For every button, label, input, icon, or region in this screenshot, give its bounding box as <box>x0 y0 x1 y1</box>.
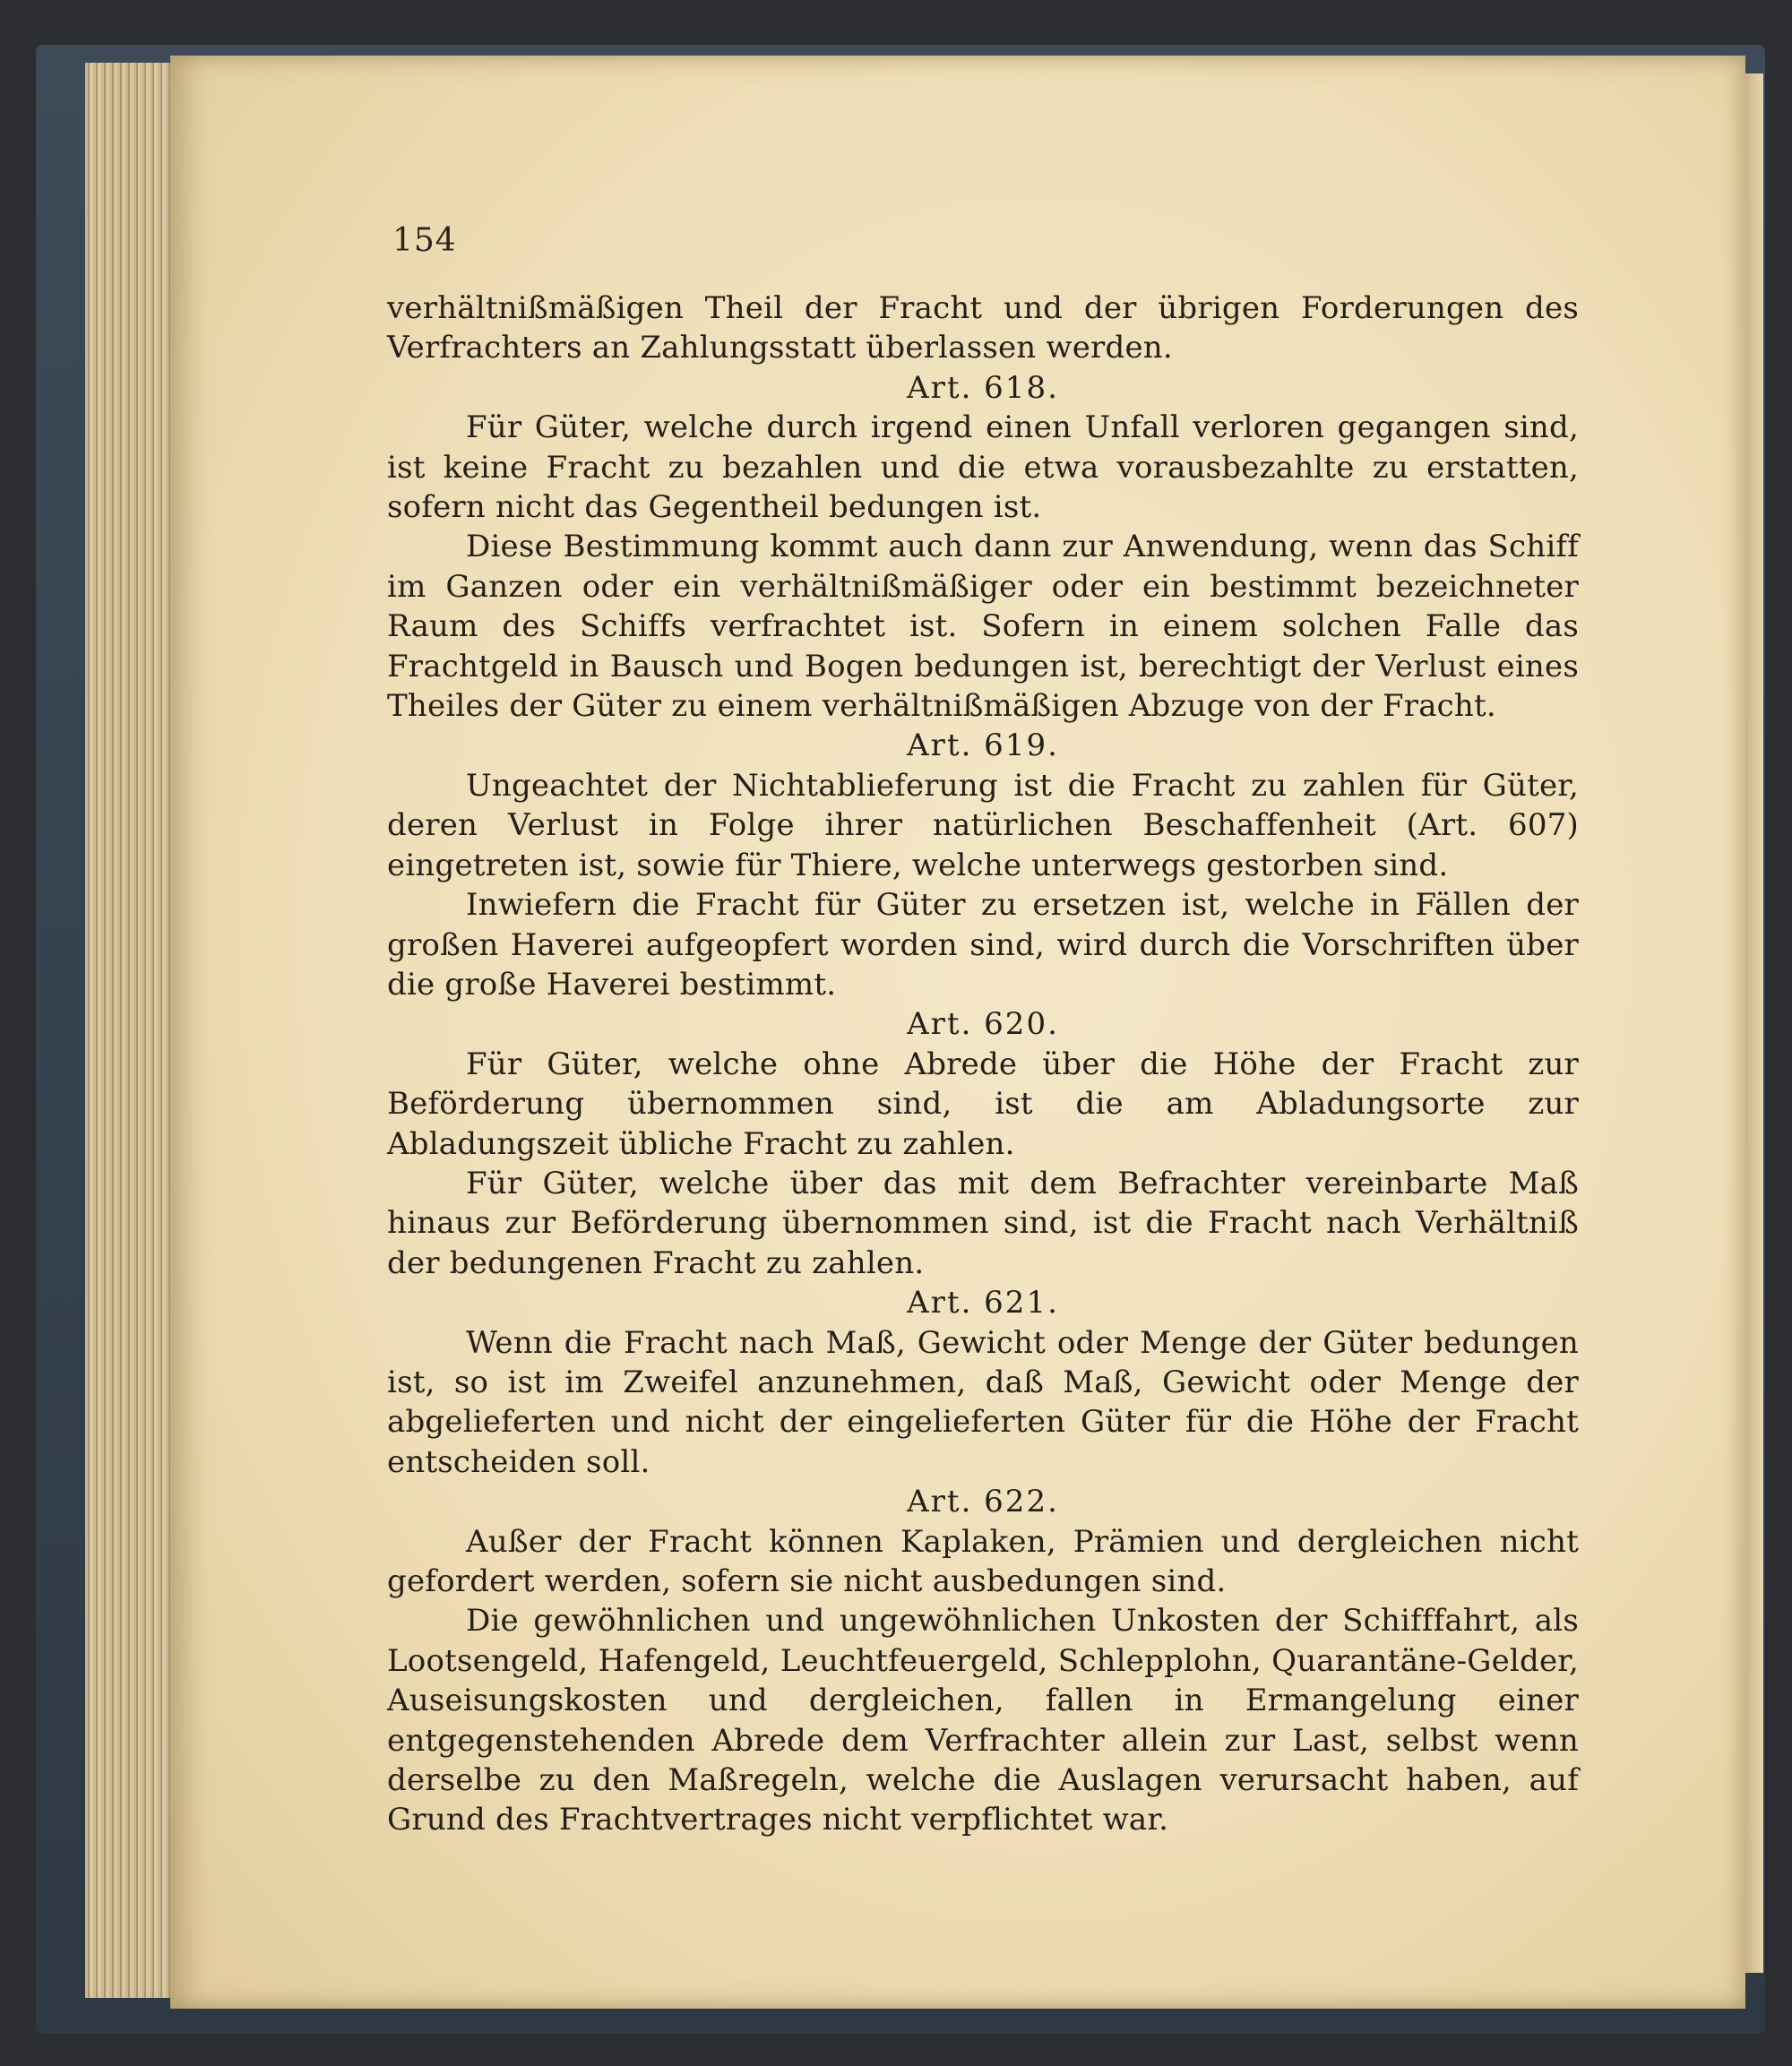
page-edges <box>85 63 184 1998</box>
paragraph: Ungeachtet der Nichtablieferung ist die Fracht zu zahlen für Güter, deren Verlust in Folge ihrer natürlichen Beschaffenheit (Art. 607) eingetreten ist, sowie für Thiere, welche unterwegs gestorben sind. <box>387 767 1579 883</box>
page-body <box>387 288 1579 1840</box>
article-heading-621: Art. 621. <box>907 1285 1059 1321</box>
article-heading-618: Art. 618. <box>907 369 1059 406</box>
paragraph: Für Güter, welche durch irgend einen Unfall verloren gegangen sind, ist keine Fracht zu bezahlen und die etwa vorausbezahlte zu erstatten, sofern nicht das Gegentheil bedungen ist. <box>387 409 1579 526</box>
paragraph-continued: verhältnißmäßigen Theil der Fracht und der übrigen Forderungen des Verfrachters an Zahlungsstatt überlassen werden. <box>387 290 1579 366</box>
paragraph: Die gewöhnlichen und ungewöhnlichen Unkosten der Schifffahrt, als Lootsengeld, Hafengeld, Leuchtfeuergeld, Schlepplohn, Quarantäne-Gelder, Auseisungskosten und dergleichen, fallen in Ermangelung einer entgegenstehenden Abrede dem Verfrachter allein zur Last, selbst wenn derselbe zu den Maßregeln, welche die Auslagen verursacht haben, auf Grund des Frachtvertrages nicht verpflichtet war. <box>387 1603 1579 1838</box>
paragraph: Wenn die Fracht nach Maß, Gewicht oder Menge der Güter bedungen ist, so ist im Zweifel anzunehmen, daß Maß, Gewicht oder Menge der abgelieferten und nicht der eingelieferten Güter für die Höhe der Fracht entscheiden soll. <box>387 1324 1579 1480</box>
paragraph: Für Güter, welche ohne Abrede über die Höhe der Fracht zur Beförderung übernommen sind, ist die am Abladungsorte zur Abladungszeit übliche Fracht zu zahlen. <box>387 1046 1579 1162</box>
paragraph: Diese Bestimmung kommt auch dann zur Anwendung, wenn das Schiff im Ganzen oder ein verhältnißmäßiger oder ein bestimmt bezeichneter Raum des Schiffs verfrachtet ist. Sofern in einem solchen Falle das Frachtgeld in Bausch und Bogen bedungen ist, berechtigt der Verlust eines Theiles der Güter zu einem verhältnißmäßigen Abzuge von der Fracht. <box>387 529 1579 725</box>
paragraph: Inwiefern die Fracht für Güter zu ersetzen ist, welche in Fällen der großen Haverei aufgeopfert worden sind, wird durch die Vorschriften über die große Haverei bestimmt. <box>387 887 1579 1003</box>
article-heading-622: Art. 622. <box>907 1484 1059 1520</box>
page-number: 154 <box>392 222 457 259</box>
article-heading-619: Art. 619. <box>907 727 1059 764</box>
facing-page-edge <box>1745 73 1763 1973</box>
article-heading-620: Art. 620. <box>907 1006 1059 1043</box>
paragraph: Für Güter, welche über das mit dem Befrachter vereinbarte Maß hinaus zur Beförderung übernommen sind, ist die Fracht nach Verhältniß der bedungenen Fracht zu zahlen. <box>387 1165 1579 1281</box>
paragraph: Außer der Fracht können Kaplaken, Prämien und dergleichen nicht gefordert werden, sofern sie nicht ausbedungen sind. <box>387 1523 1579 1599</box>
